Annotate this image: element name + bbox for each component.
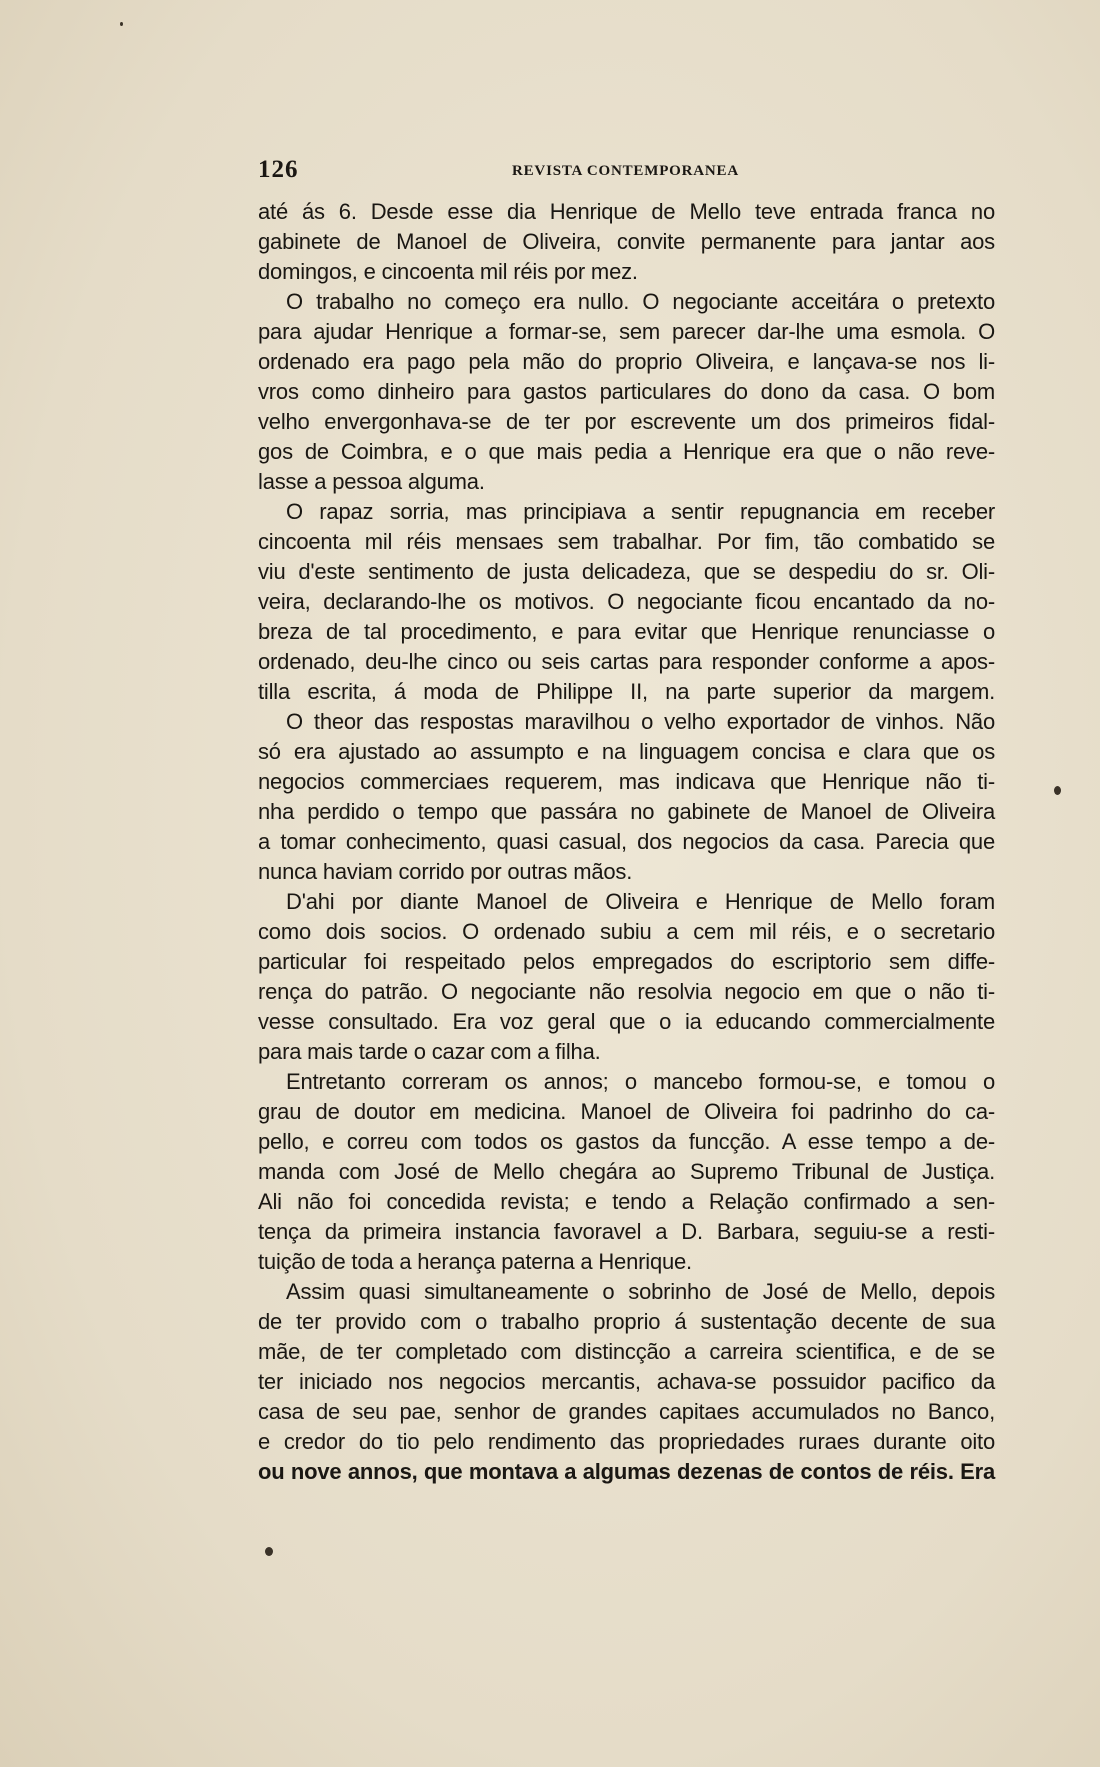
ink-speck	[265, 1547, 273, 1556]
text-line: O rapaz sorria, mas principiava a sentir repugnancia em receber	[286, 499, 995, 524]
text-line: ordenado, deu-lhe cinco ou seis cartas para responder conforme a apos-	[258, 649, 995, 674]
text-line: de ter provido com o trabalho proprio á sustentação decente de sua	[258, 1309, 995, 1334]
text-line: Ali não foi concedida revista; e tendo a Relação confirmado a sen-	[258, 1189, 995, 1214]
running-title: REVISTA CONTEMPORANEA	[512, 163, 739, 179]
page-number: 126	[258, 156, 299, 183]
text-line: gos de Coimbra, e o que mais pedia a Henrique era que o não reve-	[258, 439, 995, 464]
text-line: e credor do tio pelo rendimento das propriedades ruraes durante oito	[258, 1429, 995, 1454]
text-line: domingos, e cincoenta mil réis por mez.	[258, 259, 638, 284]
text-line: Entretanto correram os annos; o mancebo formou-se, e tomou o	[286, 1069, 995, 1094]
text-line: D'ahi por diante Manoel de Oliveira e Henrique de Mello foram	[286, 889, 995, 914]
text-line: O trabalho no começo era nullo. O negociante acceitára o pretexto	[286, 289, 995, 314]
text-line: como dois socios. O ordenado subiu a cem mil réis, e o secretario	[258, 919, 995, 944]
text-line: gabinete de Manoel de Oliveira, convite permanente para jantar aos	[258, 229, 995, 254]
text-line: mãe, de ter completado com distincção a carreira scientifica, e de se	[258, 1339, 995, 1364]
text-line: Assim quasi simultaneamente o sobrinho de José de Mello, depois	[286, 1279, 995, 1304]
text-line: até ás 6. Desde esse dia Henrique de Mello teve entrada franca no	[258, 199, 995, 224]
ink-speck	[1054, 786, 1061, 795]
text-line: lasse a pessoa alguma.	[258, 469, 485, 494]
text-line: veira, declarando-lhe os motivos. O negociante ficou encantado da no-	[258, 589, 995, 614]
text-line: rença do patrão. O negociante não resolvia negocio em que o não ti-	[258, 979, 995, 1004]
text-line: vros como dinheiro para gastos particulares do dono da casa. O bom	[258, 379, 995, 404]
text-line: pello, e correu com todos os gastos da funcção. A esse tempo a de-	[258, 1129, 995, 1154]
text-line: nunca haviam corrido por outras mãos.	[258, 859, 633, 884]
text-line: para mais tarde o cazar com a filha.	[258, 1039, 601, 1064]
text-line: cincoenta mil réis mensaes sem trabalhar. Por fim, tão combatido se	[258, 529, 995, 554]
text-line: a tomar conhecimento, quasi casual, dos negocios da casa. Parecia que	[258, 829, 995, 854]
text-line: tuição de toda a herança paterna a Henrique.	[258, 1249, 692, 1274]
text-line: manda com José de Mello chegára ao Supremo Tribunal de Justiça.	[258, 1159, 995, 1184]
text-line: velho envergonhava-se de ter por escrevente um dos primeiros fidal-	[258, 409, 995, 434]
text-line: particular foi respeitado pelos empregados do escriptorio sem diffe-	[258, 949, 995, 974]
ink-speck	[120, 22, 123, 26]
text-line: ter iniciado nos negocios mercantis, achava-se possuidor pacifico da	[258, 1369, 995, 1394]
text-line: ou nove annos, que montava a algumas dezenas de contos de réis. Era	[258, 1459, 995, 1484]
text-line: casa de seu pae, senhor de grandes capitaes accumulados no Banco,	[258, 1399, 995, 1424]
text-line: O theor das respostas maravilhou o velho exportador de vinhos. Não	[286, 709, 995, 734]
text-line: tilla escrita, á moda de Philippe II, na parte superior da margem.	[258, 679, 995, 704]
body-text	[258, 197, 995, 1487]
text-line: ordenado era pago pela mão do proprio Oliveira, e lançava-se nos li-	[258, 349, 995, 374]
text-line: viu d'este sentimento de justa delicadeza, que se despediu do sr. Oli-	[258, 559, 995, 584]
text-line: tença da primeira instancia favoravel a D. Barbara, seguiu-se a resti-	[258, 1219, 995, 1244]
text-line: vesse consultado. Era voz geral que o ia educando commercialmente	[258, 1009, 995, 1034]
text-line: breza de tal procedimento, e para evitar que Henrique renunciasse o	[258, 619, 995, 644]
text-line: só era ajustado ao assumpto e na linguagem concisa e clara que os	[258, 739, 995, 764]
text-line: nha perdido o tempo que passára no gabinete de Manoel de Oliveira	[258, 799, 995, 824]
text-line: para ajudar Henrique a formar-se, sem parecer dar-lhe uma esmola. O	[258, 319, 995, 344]
text-line: negocios commerciaes requerem, mas indicava que Henrique não ti-	[258, 769, 995, 794]
text-line: grau de doutor em medicina. Manoel de Oliveira foi padrinho do ca-	[258, 1099, 995, 1124]
